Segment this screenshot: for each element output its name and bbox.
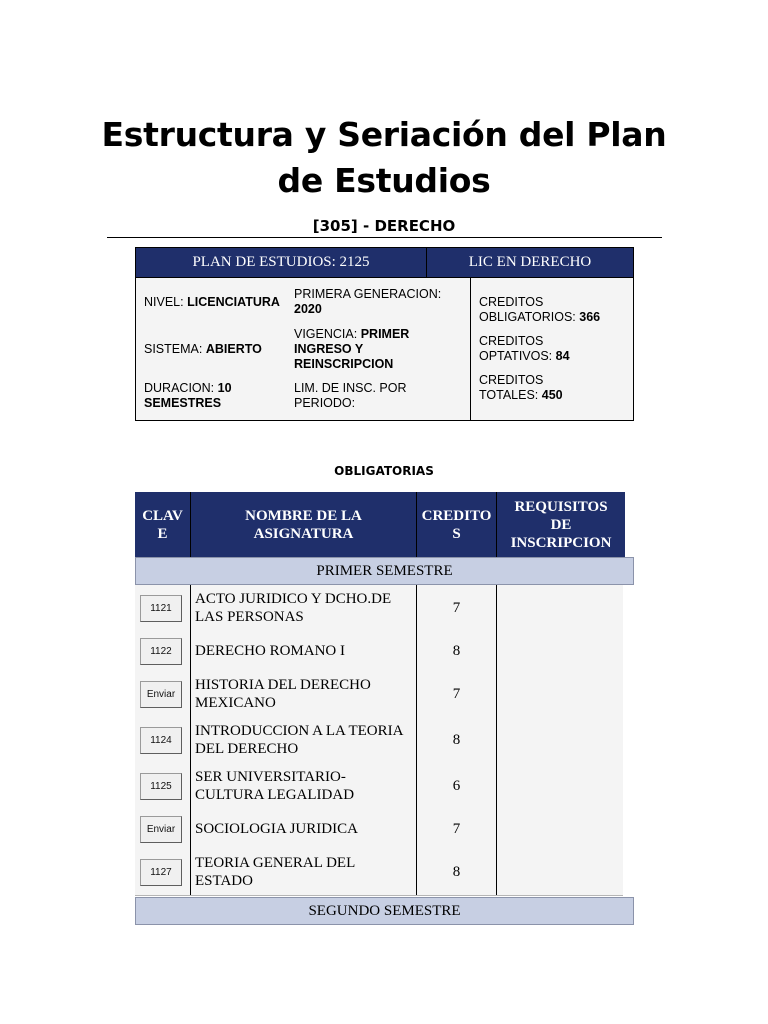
table-row bbox=[135, 585, 623, 632]
creditos-totales-value: 450 bbox=[541, 388, 563, 402]
creditos-optativos-cell bbox=[479, 334, 599, 364]
primera-generacion-value: 2020 bbox=[294, 302, 322, 316]
clave-cell bbox=[135, 849, 191, 895]
nivel-cell bbox=[144, 295, 289, 310]
clave-button[interactable]: 1121 bbox=[140, 595, 182, 622]
plan-info-table bbox=[135, 247, 634, 421]
nombre-cell: DERECHO ROMANO I bbox=[191, 631, 417, 671]
primera-generacion-cell bbox=[294, 287, 444, 317]
primera-generacion-label: PRIMERA GENERACION: bbox=[294, 287, 442, 301]
clave-button[interactable]: 1127 bbox=[140, 859, 182, 886]
vigencia-cell bbox=[294, 327, 444, 372]
clave-cell bbox=[135, 763, 191, 809]
lim-insc-cell bbox=[294, 381, 424, 411]
clave-button[interactable]: 1124 bbox=[140, 727, 182, 754]
requisitos-cell bbox=[497, 763, 623, 809]
creditos-totales-cell bbox=[479, 373, 579, 403]
semester-row-2: SEGUNDO SEMESTRE bbox=[135, 897, 634, 925]
header-requisitos: REQUISITOS DE INSCRIPCION bbox=[510, 498, 612, 551]
program-label: LIC EN DERECHO bbox=[468, 254, 592, 270]
table-row bbox=[135, 671, 623, 718]
clave-button[interactable]: Enviar bbox=[140, 681, 182, 708]
requisitos-cell bbox=[497, 631, 623, 671]
creditos-obligatorios-label: CREDITOS OBLIGATORIOS: bbox=[479, 295, 576, 324]
clave-button[interactable]: 1122 bbox=[140, 638, 182, 665]
plan-info-header bbox=[136, 248, 633, 277]
vigencia-label: VIGENCIA: bbox=[294, 327, 358, 341]
requisitos-cell bbox=[497, 849, 623, 895]
creditos-cell: 6 bbox=[417, 763, 497, 809]
table-row bbox=[135, 809, 623, 850]
clave-cell bbox=[135, 631, 191, 671]
lim-insc-label: LIM. DE INSC. POR PERIODO: bbox=[294, 381, 407, 410]
creditos-cell: 7 bbox=[417, 585, 497, 631]
creditos-obligatorios-cell bbox=[479, 295, 627, 325]
table-row bbox=[135, 717, 623, 764]
table-header bbox=[135, 492, 625, 557]
page-title: Estructura y Seriación del Plan de Estudios bbox=[101, 115, 667, 200]
requisitos-cell bbox=[497, 717, 623, 763]
nombre-cell: SER UNIVERSITARIO-CULTURA LEGALIDAD bbox=[191, 763, 417, 809]
creditos-totales-label: CREDITOS TOTALES: bbox=[479, 373, 544, 402]
table-row bbox=[135, 631, 623, 672]
duracion-label: DURACION: bbox=[144, 381, 215, 395]
creditos-optativos-label: CREDITOS OPTATIVOS: bbox=[479, 334, 553, 363]
creditos-cell: 8 bbox=[417, 717, 497, 763]
sistema-cell bbox=[144, 342, 289, 357]
divider bbox=[107, 237, 662, 238]
table-row bbox=[135, 763, 623, 810]
semester-row-1: PRIMER SEMESTRE bbox=[135, 557, 634, 585]
header-creditos: CREDITOS bbox=[417, 492, 497, 557]
creditos-cell: 8 bbox=[417, 849, 497, 895]
creditos-cell: 7 bbox=[417, 671, 497, 717]
clave-cell bbox=[135, 717, 191, 763]
creditos-optativos-value: 84 bbox=[555, 349, 570, 363]
clave-button[interactable]: 1125 bbox=[140, 773, 182, 800]
nombre-cell: HISTORIA DEL DERECHO MEXICANO bbox=[191, 671, 417, 717]
nivel-value: LICENCIATURA bbox=[187, 295, 280, 309]
page-subtitle: [305] - DERECHO bbox=[312, 217, 456, 235]
sistema-value: ABIERTO bbox=[205, 342, 262, 356]
requisitos-cell bbox=[497, 585, 623, 631]
table-row bbox=[135, 849, 623, 896]
header-clave: CLAVE bbox=[135, 492, 191, 557]
sistema-label: SISTEMA: bbox=[144, 342, 203, 356]
section-title: OBLIGATORIAS bbox=[334, 464, 434, 478]
nivel-label: NIVEL: bbox=[144, 295, 184, 309]
nombre-cell: TEORIA GENERAL DEL ESTADO bbox=[191, 849, 417, 895]
duracion-value: 10 SEMESTRES bbox=[144, 381, 232, 410]
requisitos-cell bbox=[497, 671, 623, 717]
nombre-cell: INTRODUCCION A LA TEORIA DEL DERECHO bbox=[191, 717, 417, 763]
creditos-cell: 7 bbox=[417, 809, 497, 849]
clave-cell bbox=[135, 809, 191, 849]
duracion-cell bbox=[144, 381, 264, 411]
plan-info-column-divider bbox=[470, 278, 471, 421]
clave-cell bbox=[135, 671, 191, 717]
clave-button[interactable]: Enviar bbox=[140, 816, 182, 843]
header-nombre: NOMBRE DE LA ASIGNATURA bbox=[191, 492, 417, 557]
vigencia-value: PRIMER INGRESO Y REINSCRIPCION bbox=[294, 327, 410, 371]
nombre-cell: ACTO JURIDICO Y DCHO.DE LAS PERSONAS bbox=[191, 585, 417, 631]
creditos-obligatorios-value: 366 bbox=[579, 310, 601, 324]
nombre-cell: SOCIOLOGIA JURIDICA bbox=[191, 809, 417, 849]
requisitos-cell bbox=[497, 809, 623, 849]
plan-info-divider bbox=[136, 277, 633, 278]
plan-label: PLAN DE ESTUDIOS: 2125 bbox=[136, 248, 427, 277]
creditos-cell: 8 bbox=[417, 631, 497, 671]
clave-cell bbox=[135, 585, 191, 631]
